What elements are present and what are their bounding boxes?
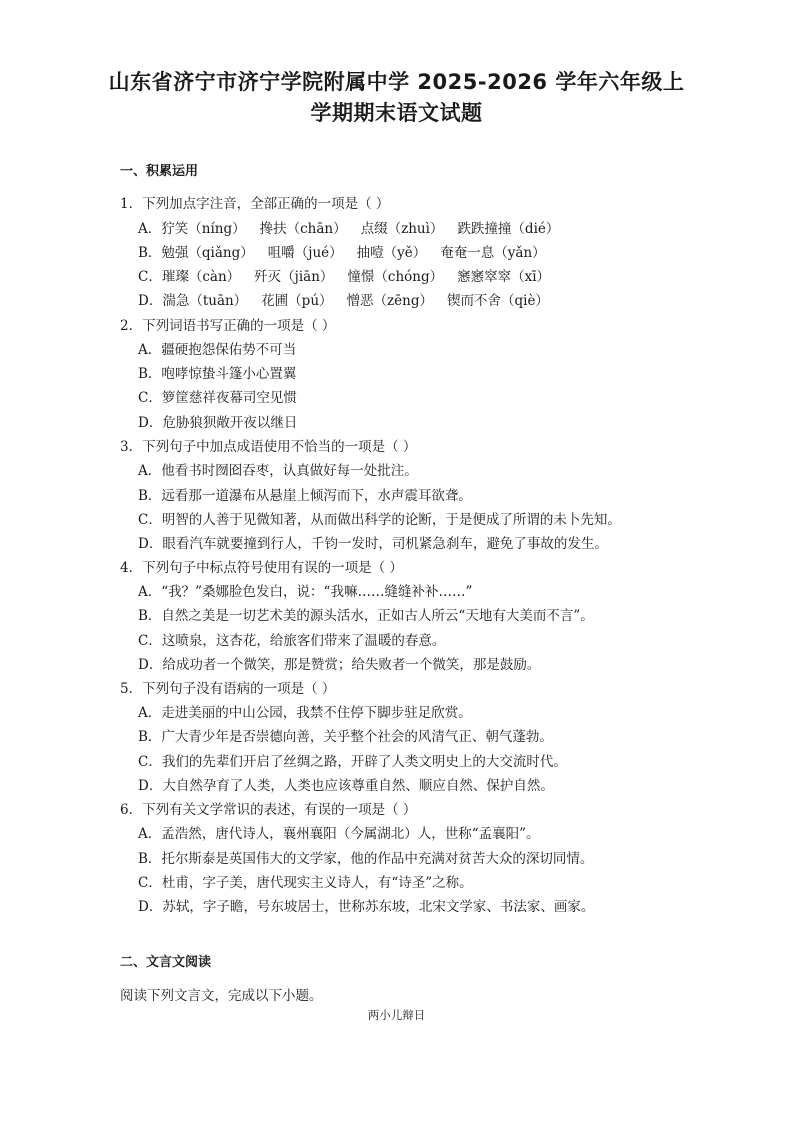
reading-instruction: 阅读下列文言文，完成以下小题。 — [120, 988, 323, 1004]
exam-title-line2: 学期期末语文试题 — [310, 101, 483, 125]
question-4-option-b: B．自然之美是一切艺术美的源头活水，正如古人所云“天地有大美而不言”。 — [138, 608, 594, 624]
question-1-option-a — [138, 217, 573, 237]
question-5-option-a: A．走进美丽的中山公园，我禁不住停下脚步驻足欣赏。 — [138, 705, 472, 721]
question-5-option-c: C．我们的先辈们开启了丝绸之路，开辟了人类文明史上的大交流时代。 — [138, 754, 567, 770]
option-part: 抽噎（yě） — [356, 245, 427, 261]
question-3-option-b: B．远看那一道瀑布从悬崖上倾泻而下，水声震耳欲聋。 — [138, 488, 472, 504]
question-6-option-a: A．孟浩然，唐代诗人，襄州襄阳（今属湖北）人，世称“孟襄阳”。 — [138, 826, 540, 842]
question-1-stem: 1．下列加点字注音，全部正确的一项是（ ） — [120, 196, 390, 212]
option-part: 憎恶（zēng） — [346, 293, 433, 309]
option-part: 锲而不舍（qiè） — [446, 293, 549, 309]
question-6-option-b: B．托尔斯泰是英国伟大的文学家，他的作品中充满对贫苦大众的深切同情。 — [138, 851, 594, 867]
question-6-option-c: C．杜甫，字子美，唐代现实主义诗人，有“诗圣”之称。 — [138, 875, 473, 891]
option-part: 搀扶（chān） — [259, 221, 347, 237]
option-part: D．湍急（tuān） — [138, 293, 248, 309]
question-2-option-b: B．咆哮惊蛰斗篷小心置翼 — [138, 366, 297, 382]
question-6-option-d: D．苏轼，字子瞻，号东坡居士，世称苏东坡，北宋文学家、书法家、画家。 — [138, 899, 595, 915]
option-part: 点缀（zhuì） — [360, 221, 444, 237]
option-part: 跌跌撞撞（dié） — [457, 221, 560, 237]
option-part: 花圃（pú） — [261, 293, 333, 309]
question-3-option-c: C．明智的人善于见微知著，从而做出科学的论断，于是便成了所谓的未卜先知。 — [138, 512, 621, 528]
question-5-option-d: D．大自然孕育了人类，人类也应该尊重自然、顺应自然、保护自然。 — [138, 778, 554, 794]
question-5-stem: 5．下列句子没有语病的一项是（ ） — [120, 681, 336, 697]
option-part: 咀嚼（jué） — [267, 245, 343, 261]
option-part: 歼灭（jiān） — [254, 269, 334, 285]
question-6-stem: 6．下列有关文学常识的表述，有误的一项是（ ） — [120, 802, 417, 818]
question-3-option-d: D．眼看汽车就要撞到行人，千钧一发时，司机紧急刹车，避免了事故的发生。 — [138, 536, 608, 552]
option-part: B．勉强（qiǎng） — [138, 245, 254, 261]
option-part: A．狞笑（níng） — [138, 221, 246, 237]
question-3-option-a: A．他看书时囫囵吞枣，认真做好每一处批注。 — [138, 463, 418, 479]
question-2-option-a: A．疆硬抱怨保佑势不可当 — [138, 342, 297, 358]
section-heading-2: 二、文言文阅读 — [120, 955, 212, 970]
question-2-stem: 2．下列词语书写正确的一项是（ ） — [120, 318, 336, 334]
question-5-option-b: B．广大青少年是否崇德向善，关乎整个社会的风清气正、朝气蓬勃。 — [138, 729, 553, 745]
question-4-option-c: C．这喷泉，这杏花，给旅客们带来了温暖的春意。 — [138, 633, 446, 649]
question-4-option-d: D．给成功者一个微笑，那是赞赏；给失败者一个微笑，那是鼓励。 — [138, 657, 541, 673]
question-1-option-b — [138, 241, 560, 261]
section-heading-1: 一、积累运用 — [120, 164, 199, 179]
option-part: 奄奄一息（yǎn） — [440, 245, 546, 261]
question-4-option-a: A．“我？”桑娜脸色发白，说：“我嘛……缝缝补补……” — [138, 584, 473, 600]
option-part: 窸窸窣窣（xī） — [457, 269, 551, 285]
option-part: C．璀璨（càn） — [138, 269, 241, 285]
question-2-option-c: C．箩筐慈祥夜幕司空见惯 — [138, 390, 297, 406]
exam-title-line1: 山东省济宁市济宁学院附属中学 2025-2026 学年六年级上 — [108, 70, 685, 94]
question-1-option-c — [138, 265, 564, 285]
option-part: 憧憬（chóng） — [347, 269, 444, 285]
question-4-stem: 4．下列句子中标点符号使用有误的一项是（ ） — [120, 560, 403, 576]
passage-title: 两小儿辩日 — [367, 1008, 426, 1022]
question-1-option-d — [138, 289, 563, 309]
question-3-stem: 3．下列句子中加点成语使用不恰当的一项是（ ） — [120, 439, 417, 455]
question-2-option-d: D．危胁狼狈敞开夜以继日 — [138, 415, 298, 431]
